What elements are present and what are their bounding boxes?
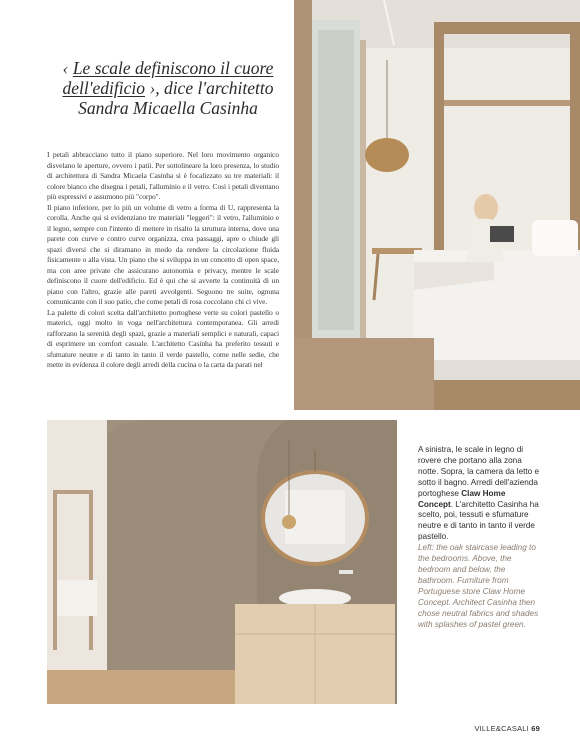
pull-quote-line-1 [52,58,284,78]
article-paragraph-2: Il piano inferiore, per lo più un volume di vetro a forma di U, rappresenta la corolla. Anche qui si evidenziano tre materiali "leggeri": il vetro, l'alluminio e il legno, sempre con l'intento di mettere in risalto la struttura interna, dove una parete con curve e contro curve organizza, crea passaggi, apre o chiude gli spazi diversi che si diramano in modo da rendere la circolazione fluida fisicamente o alla vista. Un piano che si sviluppa in un concetto di open space, ma con aree private che assicurano autonomia e privacy, mentre le scale definiscono il cuore dell'edificio. Ed è qui che si avverte la continuità di un piano con l'altro, grazie alle pareti avvolgenti. Seguono tre suite, ognuna comunicante con il suo patio, che come petali di rosa coccolano chi ci vive. [47,202,279,306]
photo-caption [418,445,542,630]
page-footer [474,724,540,733]
page-number: 69 [531,724,540,733]
pull-quote-text-2b: , dice l'architetto [155,78,274,98]
caption-english: Left: the oak staircase leading to the bedrooms. Above, the bedroom and below, the bathroom. Furniture from Portuguese store Claw Home Concept. Architect Casinha then chose neutral fabrics and shades with splashes of pastel green. [418,543,539,629]
bathroom-illustration [47,420,397,704]
pull-quote-line-2 [52,78,284,98]
magazine-name: VILLE&CASALI [474,724,529,733]
caption-italian-2: . L'architetto Casinha ha scelto, poi, tessuti e sfumature neutre e di tanto in tanto il verde pastello. [418,499,539,542]
article-body [47,150,279,371]
close-quote-mark: › [149,78,156,98]
pull-quote [52,58,284,118]
pull-quote-line-3: Sandra Micaella Casinha [78,98,258,118]
open-quote-mark: ‹ [62,58,69,78]
caption-brand: Claw Home Concept [418,488,506,509]
pull-quote-text-1: Le scale definiscono il cuore [72,58,274,78]
bathroom-photo [47,420,397,704]
bedroom-illustration [294,0,580,410]
pull-quote-text-2a: dell'edificio [62,78,145,98]
article-paragraph-1: I petali abbracciano tutto il piano superiore. Nel loro movimento organico disvelano le aperture, ovvero i patii. Per sottolineare la loro presenza, lo studio di architettura di Sandra Micaela Casinha si è focalizzato su tre materiali: il colore bianco che disegna i petali, l'alluminio e il vetro. Così i petali diventano più espressivi e assumono più "corpo". [47,150,279,201]
article-paragraph-3: La palette di colori scelta dall'architetto portoghese verte su colori pastello o materici, oggi molto in voga nell'architettura contemporanea. Gli arredi rafforzano la serenità degli spazi, grazie a materiali semplici e naturali, capaci di esprimere un comfort casuale. L'architetto Casinha ha preferito tessuti e sfumature neutre e di tanto in tanto il verde pastello, come nelle sedie, che mette in evidenza il colore degli arredi della cucina o la carta da parati nel [47,307,279,369]
bedroom-photo [294,0,580,410]
caption-italian-1: A sinistra, le scale in legno di rovere che portano alla zona notte. Sopra, la camera da letto e sotto il bagno. Arredi dell'azienda portoghese [418,445,540,498]
